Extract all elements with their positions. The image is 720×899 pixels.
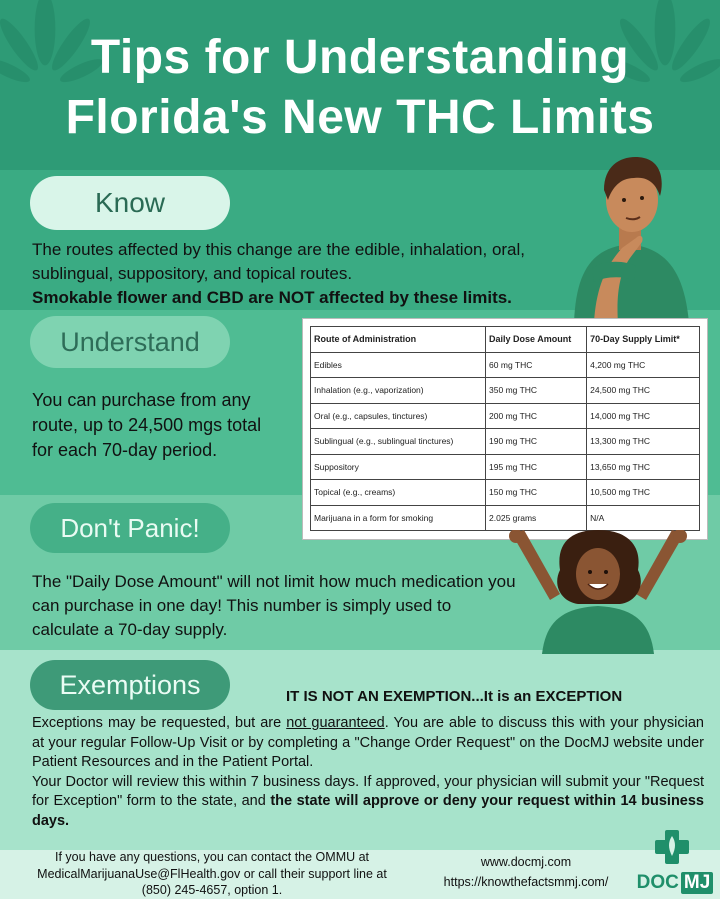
logo-doc-text: DOC: [636, 872, 679, 893]
table-cell: 2.025 grams: [486, 505, 587, 531]
table-row: [311, 454, 700, 480]
exemptions-text-part: Your Doctor will review this within 7 business days. If approved, your physician will submit your "Request for Exception" form to the state, and: [32, 773, 704, 809]
table-cell: 190 mg THC: [486, 429, 587, 455]
table-header-row: [311, 327, 700, 353]
table-row: [311, 429, 700, 455]
exemptions-text-part: Exceptions may be requested, but are: [32, 715, 287, 731]
table-cell: 350 mg THC: [486, 378, 587, 404]
logo-mj-text: MJ: [681, 872, 713, 894]
dont-panic-label: Don't Panic!: [30, 503, 230, 553]
contact-info: [14, 849, 410, 899]
table-row: [311, 352, 700, 378]
title-line-2: Florida's New THC Limits: [65, 91, 655, 144]
medical-cross-icon: [636, 828, 714, 866]
table-row: [311, 505, 700, 531]
table-cell: 13,650 mg THC: [587, 454, 700, 480]
table-cell: 195 mg THC: [486, 454, 587, 480]
column-header: Route of Administration: [311, 327, 486, 353]
column-header: Daily Dose Amount: [486, 327, 587, 353]
table-cell: 4,200 mg THC: [587, 352, 700, 378]
table-cell: Inhalation (e.g., vaporization): [311, 378, 486, 404]
table-cell: 200 mg THC: [486, 403, 587, 429]
column-header: 70-Day Supply Limit*: [587, 327, 700, 353]
table-row: [311, 403, 700, 429]
table-cell: Sublingual (e.g., sublingual tinctures): [311, 429, 486, 455]
table-cell: 13,300 mg THC: [587, 429, 700, 455]
table-cell: Oral (e.g., capsules, tinctures): [311, 403, 486, 429]
know-bold-text: Smokable flower and CBD are NOT affected by these limits.: [32, 288, 512, 307]
contact-phone-line: (850) 245-4657, option 1.: [141, 883, 283, 897]
table-cell: 14,000 mg THC: [587, 403, 700, 429]
exemptions-text: [32, 714, 704, 831]
table-row: [311, 480, 700, 506]
understand-text: You can purchase from any route, up to 24,500 mgs total for each 70-day period.: [32, 390, 262, 460]
dont-panic-text: The "Daily Dose Amount" will not limit how much medication you can purchase in one day! This number is simply used to calculate a 70-day supply.: [32, 572, 516, 639]
table-cell: Edibles: [311, 352, 486, 378]
contact-email-line[interactable]: MedicalMarijuanaUse@FlHealth.gov or call their support line at: [37, 866, 387, 881]
table-cell: Suppository: [311, 454, 486, 480]
exemptions-bold-text: the state will approve or deny your request within 14 business days.: [32, 793, 704, 829]
table-cell: Marijuana in a form for smoking: [311, 505, 486, 531]
table-cell: Topical (e.g., creams): [311, 480, 486, 506]
know-text: The routes affected by this change are the edible, inhalation, oral, sublingual, suppository, and topical routes.: [32, 240, 526, 283]
exemptions-text-part: . You are able to discuss this with your physician at your regular Follow-Up Visit or by completing a "Change Order Request" on the DocMJ website under Patient Resources and in the Patient Portal.: [32, 715, 704, 770]
know-label: Know: [30, 176, 230, 230]
contact-line: If you have any questions, you can contact the OMMU at: [54, 850, 370, 864]
thc-limits-table-card: [302, 318, 708, 540]
docmj-link[interactable]: www.docmj.com: [480, 855, 572, 869]
table-cell: N/A: [587, 505, 700, 531]
knowthefacts-link[interactable]: https://knowthefactsmmj.com/: [443, 875, 609, 889]
table-cell: 150 mg THC: [486, 480, 587, 506]
exemptions-label: Exemptions: [30, 660, 230, 710]
thc-limits-table: [310, 326, 700, 531]
docmj-logo: [636, 828, 714, 892]
understand-label: Understand: [30, 316, 230, 368]
table-cell: 60 mg THC: [486, 352, 587, 378]
table-cell: 10,500 mg THC: [587, 480, 700, 506]
table-cell: 24,500 mg THC: [587, 378, 700, 404]
footer-links: [420, 852, 632, 892]
page-title: [0, 28, 720, 148]
table-row: [311, 378, 700, 404]
title-line-1: Tips for Understanding: [90, 31, 630, 84]
not-guaranteed-text: not guaranteed: [286, 715, 385, 731]
exemptions-heading: IT IS NOT AN EXEMPTION...It is an EXCEPTION: [286, 688, 623, 705]
celebrating-person-illustration: [500, 530, 696, 654]
